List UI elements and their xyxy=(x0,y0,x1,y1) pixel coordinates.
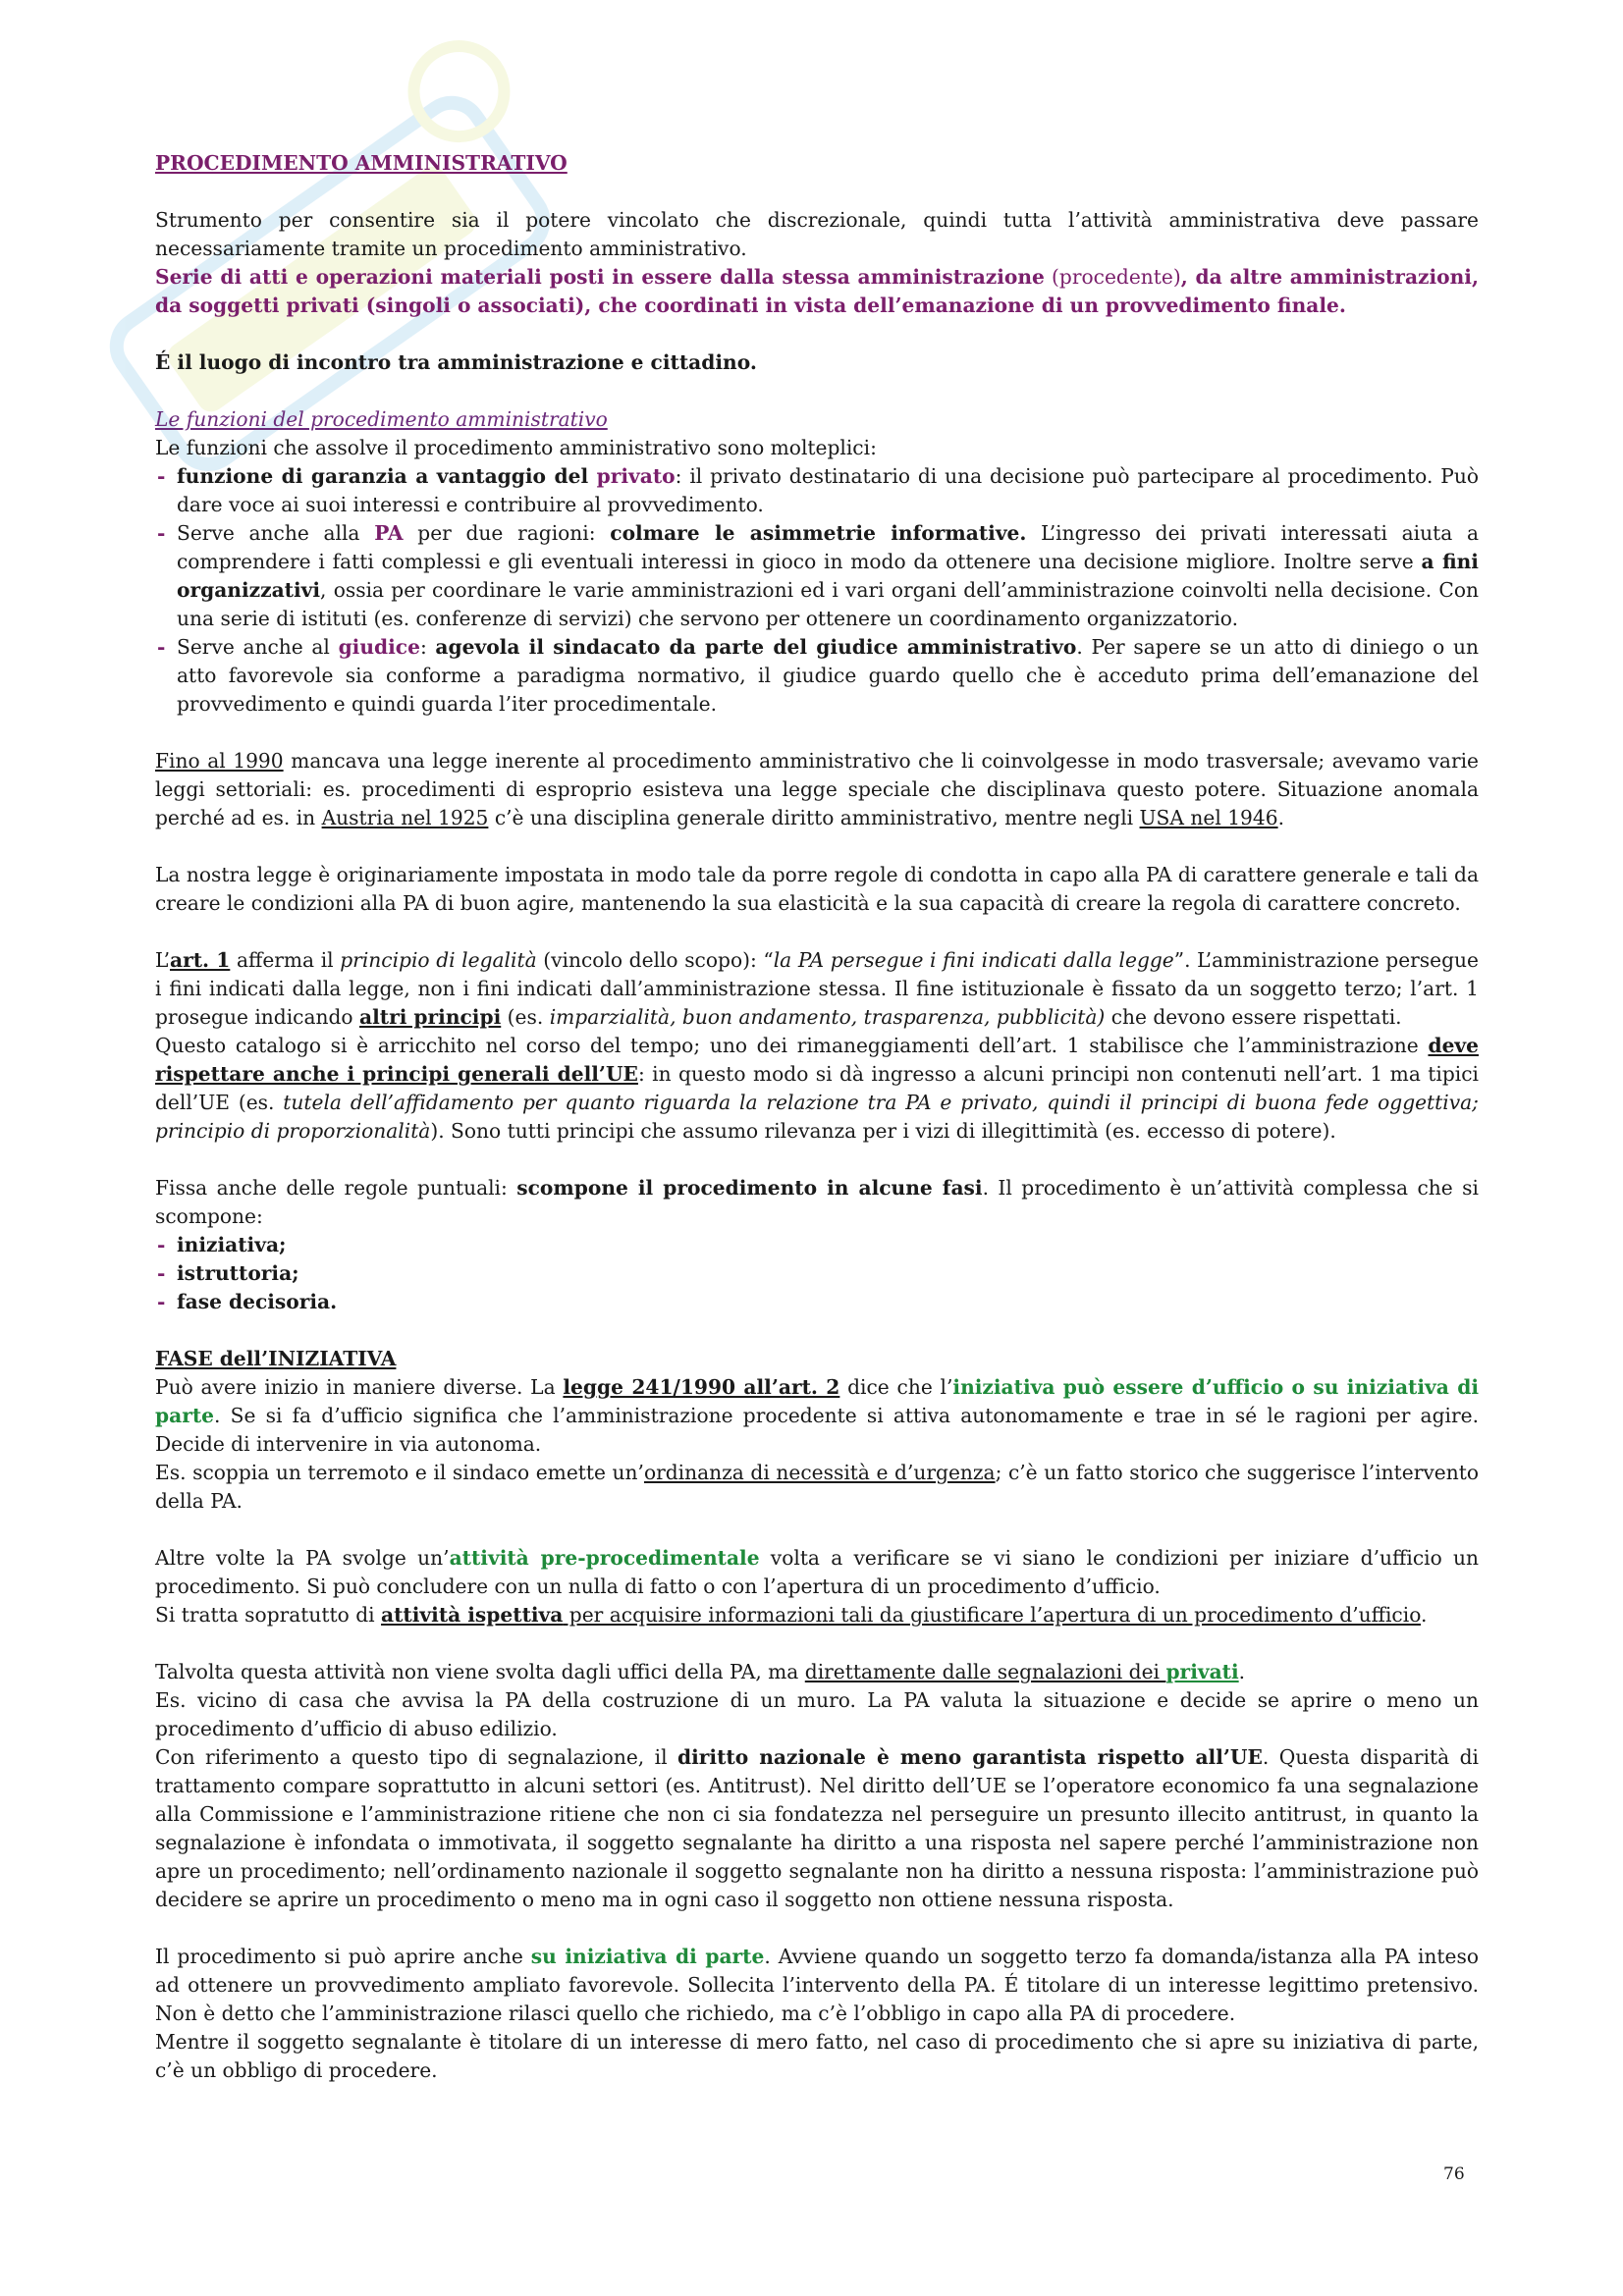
i2-b: PA xyxy=(374,521,404,545)
ini-p2-a: Es. scoppia un terremoto e il sindaco emette un’ xyxy=(155,1461,644,1484)
ini-p5-c: privati xyxy=(1165,1660,1239,1683)
iniziativa-p6: Es. vicino di casa che avvisa la PA della costruzione di un muro. La PA valuta la situazione e decide se aprire o meno un procedimento d’ufficio di abuso edilizio. xyxy=(155,1688,1479,1740)
fasi-b: scompone il procedimento in alcune fasi xyxy=(516,1176,983,1200)
catalogo-a: Questo catalogo si è arricchito nel corso del tempo; uno dei rimaneggiamenti dell’art. 1 stabilisce che l’amministrazione xyxy=(155,1034,1429,1057)
ini-p8-a: Il procedimento si può aprire anche xyxy=(155,1945,531,1968)
ini-p5-b: direttamente dalle segnalazioni dei xyxy=(804,1660,1166,1683)
list-item xyxy=(155,633,1479,719)
art1-b: art. 1 xyxy=(169,948,231,972)
ini-p8-c: . Avviene quando un soggetto terzo fa domanda/istanza alla PA inteso ad ottenere un provvedimento ampliato favorevole. Sollecita l’intervento della PA. É titolare di un interesse legittimo pretensivo. Non è detto che l’amministrazione rilasci quello che richiedo, ma c’è l’obbligo in capo alla PA di procedere. xyxy=(155,1945,1479,2025)
ini-p2-c: ; c’è un fatto storico che suggerisce l’intervento della PA. xyxy=(155,1461,1480,1513)
art1-g: ”. L’amministrazione persegue i fini indicati dalla legge, non i fini indicati dall’amministrazione stessa. Il fine istituzionale è fissato da un soggetto terzo; l’art. 1 prosegue indicando xyxy=(155,948,1479,1029)
art1-a: L’ xyxy=(155,948,170,972)
ini-p1-d: iniziativa può essere d’ufficio o su iniziativa di parte xyxy=(155,1375,1479,1427)
ini-p5-d: . xyxy=(1238,1660,1246,1683)
art1-e: (vincolo dello scopo): “ xyxy=(536,948,774,972)
i3-a: Serve anche al xyxy=(177,635,339,659)
page-number: 76 xyxy=(1443,2164,1465,2184)
intro-paragraph: Strumento per consentire sia il potere vincolato che discrezionale, quindi tutta l’attività amministrativa deve passare necessariamente tramite un procedimento amministrativo. xyxy=(155,208,1479,260)
ini-p7-a: Con riferimento a questo tipo di segnalazione, il xyxy=(155,1745,677,1769)
list-item xyxy=(155,1231,1479,1259)
catalogo-b: deve rispettare anche i principi generali dell’UE xyxy=(155,1034,1479,1086)
ini-p5-a: Talvolta questa attività non viene svolta dagli uffici della PA, ma xyxy=(155,1660,805,1683)
catalogo-c: : in questo modo si dà ingresso a alcuni principi non contenuti nell’art. 1 ma tipici dell’UE (es. xyxy=(155,1062,1479,1114)
fasi-list xyxy=(155,1231,1479,1316)
ini-p3-c: volta a verificare se vi siano le condizioni per iniziare d’ufficio un procedimento. Si può concludere con un nulla di fatto o con l’apertura di un procedimento d’ufficio. xyxy=(155,1546,1479,1598)
luogo-statement: É il luogo di incontro tra amministrazione e cittadino. xyxy=(155,350,757,374)
i2-c: per due ragioni: xyxy=(403,521,611,545)
ini-p4-c: per acquisire informazioni tali da giustificare l’apertura di un procedimento d’ufficio xyxy=(563,1603,1421,1627)
i2-d: colmare le asimmetrie informative. xyxy=(610,521,1027,545)
ini-p4-b: attività ispettiva xyxy=(381,1603,564,1627)
fase-label: istruttoria; xyxy=(177,1261,299,1285)
definition-part-a: Serie di atti e operazioni materiali posti in essere dalla stessa amministrazione xyxy=(155,265,1045,289)
art1-c: afferma il xyxy=(230,948,341,972)
i1-b: privato xyxy=(596,464,676,488)
funzioni-lead: Le funzioni che assolve il procedimento amministrativo sono molteplici: xyxy=(155,436,877,459)
i2-g: , ossia per coordinare le varie amministrazioni ed i vari organi dell’amministrazione coinvolti nella decisione. Con una serie di istituti (es. conferenze di servizi) che servono per ottenere un coordinamento organizzatorio. xyxy=(177,578,1479,630)
iniziativa-title: FASE dell’INIZIATIVA xyxy=(155,1347,397,1370)
storia-a: Fino al 1990 xyxy=(155,749,284,773)
i2-e: L’ingresso dei privati interessati aiuta a comprendere i fatti complessi e gli eventuali interessi in gioco in modo da ottenere una decisione migliore. Inoltre serve xyxy=(177,521,1480,573)
fasi-a: Fissa anche delle regole puntuali: xyxy=(155,1176,517,1200)
document-page xyxy=(155,149,1479,2085)
fase-label: fase decisoria. xyxy=(177,1290,338,1313)
i3-d: agevola il sindacato da parte del giudice amministrativo xyxy=(435,635,1077,659)
list-item xyxy=(155,1259,1479,1288)
section-title: PROCEDIMENTO AMMINISTRATIVO xyxy=(155,151,568,175)
i1-c: : il privato destinatario di una decisione può partecipare al procedimento. Può dare voce ai suoi interessi e contribuire al provvedimento. xyxy=(177,464,1479,516)
catalogo-d: tutela dell’affidamento per quanto riguarda la relazione tra PA e privato, quindi il principi di buona fede oggettiva; principio di proporzionalità xyxy=(155,1091,1479,1143)
list-item xyxy=(155,519,1479,633)
ini-p7-b: diritto nazionale è meno garantista rispetto all’UE xyxy=(677,1745,1263,1769)
art1-k: che devono essere rispettati. xyxy=(1105,1005,1402,1029)
ini-p1-c: dice che l’ xyxy=(839,1375,953,1399)
storia-paragraph xyxy=(155,747,1479,832)
ini-p1-a: Può avere inizio in maniere diverse. La xyxy=(155,1375,564,1399)
ini-p1-e: . Se si fa d’ufficio significa che l’amministrazione procedente si attiva autonomamente e trae in sé le ragioni per agire. Decide di intervenire in via autonoma. xyxy=(155,1404,1479,1456)
ini-p2-b: ordinanza di necessità e d’urgenza xyxy=(643,1461,996,1484)
ini-p7-c: . Questa disparità di trattamento compare soprattutto in alcuni settori (es. Antitrust). Nel diritto dell’UE se l’operatore economico fa una segnalazione alla Commissione e l’amministrazione ritiene che non ci sia fondatezza nel perseguire un presunto illecito antitrust, in quanto la segnalazione è infondata o immotivata, il soggetto segnalante ha diritto a una risposta nel sapere perché l’amministrazione non apre un procedimento; nell’ordinamento nazionale il soggetto segnalante non ha diritto a nessuna risposta: l’amministrazione può decidere se aprire un procedimento o meno ma in ogni caso il soggetto non ottiene nessuna risposta. xyxy=(155,1745,1479,1911)
definition-paragraph xyxy=(155,263,1479,320)
i2-f: a fini organizzativi xyxy=(177,550,1479,602)
funzioni-list xyxy=(155,462,1479,719)
iniziativa-p4 xyxy=(155,1601,1479,1629)
ini-p3-a: Altre volte la PA svolge un’ xyxy=(155,1546,450,1570)
ini-p8-b: su iniziativa di parte xyxy=(530,1945,765,1968)
i1-a: funzione di garanzia a vantaggio del xyxy=(177,464,597,488)
art1-paragraph xyxy=(155,946,1479,1032)
iniziativa-p3 xyxy=(155,1544,1479,1601)
iniziativa-p1 xyxy=(155,1373,1479,1459)
definition-part-c: , da altre amministrazioni, da soggetti privati (singoli o associati), che coordinati in vista dell’emanazione di un provvedimento finale. xyxy=(155,265,1479,317)
fasi-c: . Il procedimento è un’attività complessa che si scompone: xyxy=(155,1176,1479,1228)
storia-c: Austria nel 1925 xyxy=(321,806,489,829)
ini-p4-d: . xyxy=(1421,1603,1428,1627)
iniziativa-p2 xyxy=(155,1459,1479,1516)
iniziativa-p7 xyxy=(155,1743,1479,1914)
i3-e: . Per sapere se un atto di diniego o un atto favorevole sia conforme a paradigma normativo, il giudice guardo quello che è acceduto prima dell’emanazione del provvedimento e quindi guarda l’iter procedimentale. xyxy=(177,635,1479,716)
art1-d: principio di legalità xyxy=(340,948,537,972)
iniziativa-p9: Mentre il soggetto segnalante è titolare di un interesse di mero fatto, nel caso di procedimento che si apre su iniziativa di parte, c’è un obbligo di procedere. xyxy=(155,2030,1479,2082)
storia-d: c’è una disciplina generale diritto amministrativo, mentre negli xyxy=(488,806,1140,829)
catalogo-paragraph xyxy=(155,1032,1479,1146)
art1-f: la PA persegue i fini indicati dalla legge xyxy=(773,948,1174,972)
storia-e: USA nel 1946 xyxy=(1139,806,1278,829)
catalogo-e: ). Sono tutti principi che assumo rilevanza per i vizi di illegittimità (es. eccesso di potere). xyxy=(430,1119,1336,1143)
definition-part-b: (procedente) xyxy=(1044,265,1181,289)
ini-p3-b: attività pre-procedimentale xyxy=(449,1546,760,1570)
list-item xyxy=(155,1288,1479,1316)
art1-h: altri principi xyxy=(359,1005,502,1029)
fase-label: iniziativa; xyxy=(177,1233,287,1256)
list-item xyxy=(155,462,1479,519)
legge-paragraph: La nostra legge è originariamente impostata in modo tale da porre regole di condotta in capo alla PA di carattere generale e tali da creare le condizioni alla PA di buon agire, mantenendo la sua elasticità e la sua capacità di creare la regola di carattere concreto. xyxy=(155,863,1479,915)
iniziativa-p8 xyxy=(155,1943,1479,2028)
art1-i: (es. xyxy=(501,1005,550,1029)
storia-f: . xyxy=(1277,806,1285,829)
ini-p4-a: Si tratta sopratutto di xyxy=(155,1603,382,1627)
funzioni-subtitle: Le funzioni del procedimento amministrativo xyxy=(155,407,608,431)
i2-a: Serve anche alla xyxy=(177,521,375,545)
i3-b: giudice xyxy=(338,635,420,659)
art1-j: imparzialità, buon andamento, trasparenza, pubblicità) xyxy=(549,1005,1106,1029)
ini-p1-b: legge 241/1990 all’art. 2 xyxy=(563,1375,840,1399)
i3-c: : xyxy=(419,635,436,659)
iniziativa-p5 xyxy=(155,1658,1479,1686)
fasi-paragraph xyxy=(155,1174,1479,1231)
storia-b: mancava una legge inerente al procedimento amministrativo che li coinvolgesse in modo trasversale; avevamo varie leggi settoriali: es. procedimenti di esproprio esisteva una legge speciale che disciplinava questo potere. Situazione anomala perché ad es. in xyxy=(155,749,1479,829)
